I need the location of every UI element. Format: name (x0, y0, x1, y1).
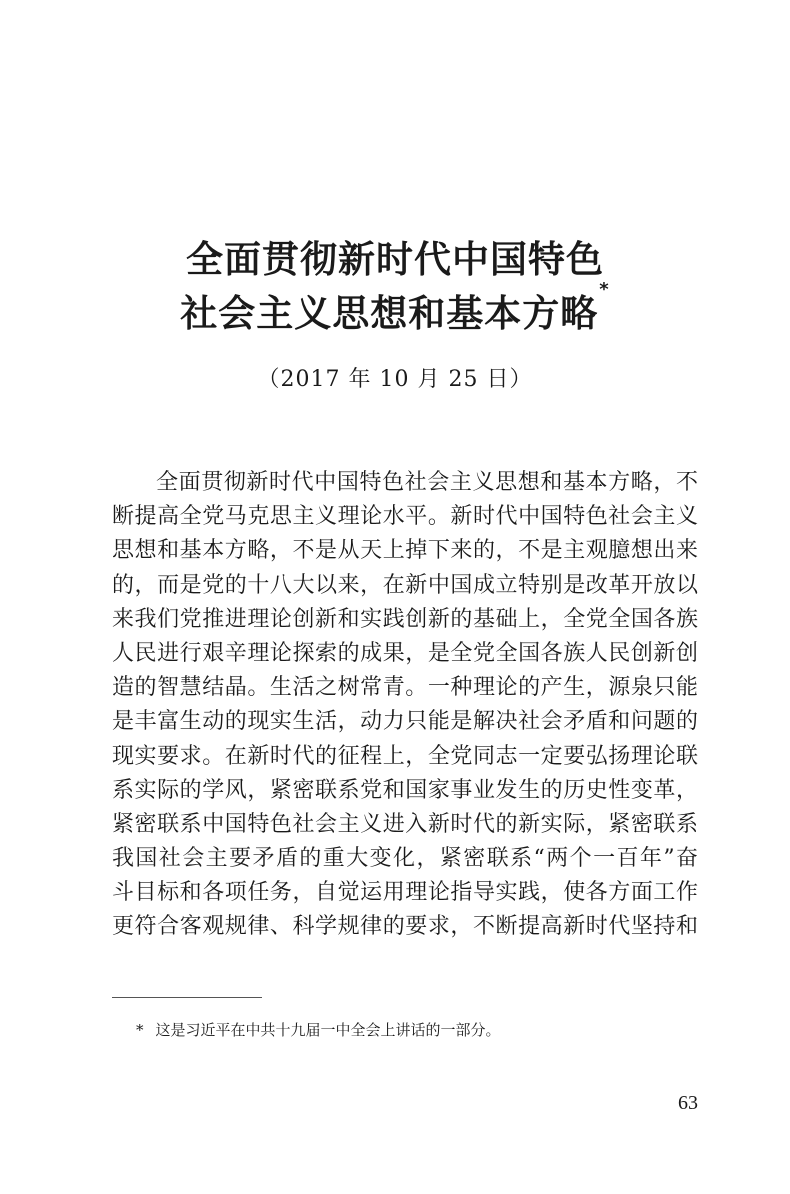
footnote-text: 这是习近平在中共十九届一中全会上讲话的一部分。 (155, 1021, 501, 1039)
title-line-1-text: 全面贯彻新时代中国特色 (186, 238, 604, 281)
body-line-8: 是丰富生动的现实生活，动力只能是解决社会矛盾和问题的 (112, 709, 698, 735)
body-line-3: 思想和基本方略，不是从天上掉下来的，不是主观臆想出来 (112, 538, 698, 564)
body-paragraph (112, 466, 698, 945)
body-line-5: 来我们党推进理论创新和实践创新的基础上，全党全国各族 (112, 606, 698, 632)
title-footnote-marker: * (599, 279, 610, 300)
footnote-divider (112, 997, 262, 998)
title-line-2-text: 社会主义思想和基本方略 (180, 292, 599, 335)
body-line-11: 紧密联系中国特色社会主义进入新时代的新实际，紧密联系 (112, 811, 698, 837)
title-line-1 (0, 229, 790, 283)
footnote (136, 1019, 501, 1040)
body-line-10: 系实际的学风，紧密联系党和国家事业发生的历史性变革， (112, 777, 698, 803)
body-line-12: 我国社会主要矛盾的重大变化，紧密联系“两个一百年”奋 (112, 846, 698, 872)
body-line-13: 斗目标和各项任务，自觉运用理论指导实践，使各方面工作 (112, 880, 698, 906)
title-line-2 (0, 279, 790, 337)
body-line-9: 现实要求。在新时代的征程上，全党同志一定要弘扬理论联 (112, 743, 698, 769)
body-line-2: 断提高全党马克思主义理论水平。新时代中国特色社会主义 (112, 504, 698, 530)
speech-date: （2017 年 10 月 25 日） (257, 367, 533, 392)
body-line-7: 造的智慧结晶。生活之树常青。一种理论的产生，源泉只能 (112, 675, 698, 701)
body-line-4: 的，而是党的十八大以来，在新中国成立特别是改革开放以 (112, 572, 698, 598)
body-line-1: 全面贯彻新时代中国特色社会主义思想和基本方略，不 (156, 470, 698, 495)
footnote-marker: * (136, 1021, 144, 1039)
body-line-14: 更符合客观规律、科学规律的要求，不断提高新时代坚持和 (112, 914, 698, 940)
body-line-6: 人民进行艰辛理论探索的成果，是全党全国各族人民创新创 (112, 640, 698, 666)
page-number: 63 (678, 1092, 698, 1114)
